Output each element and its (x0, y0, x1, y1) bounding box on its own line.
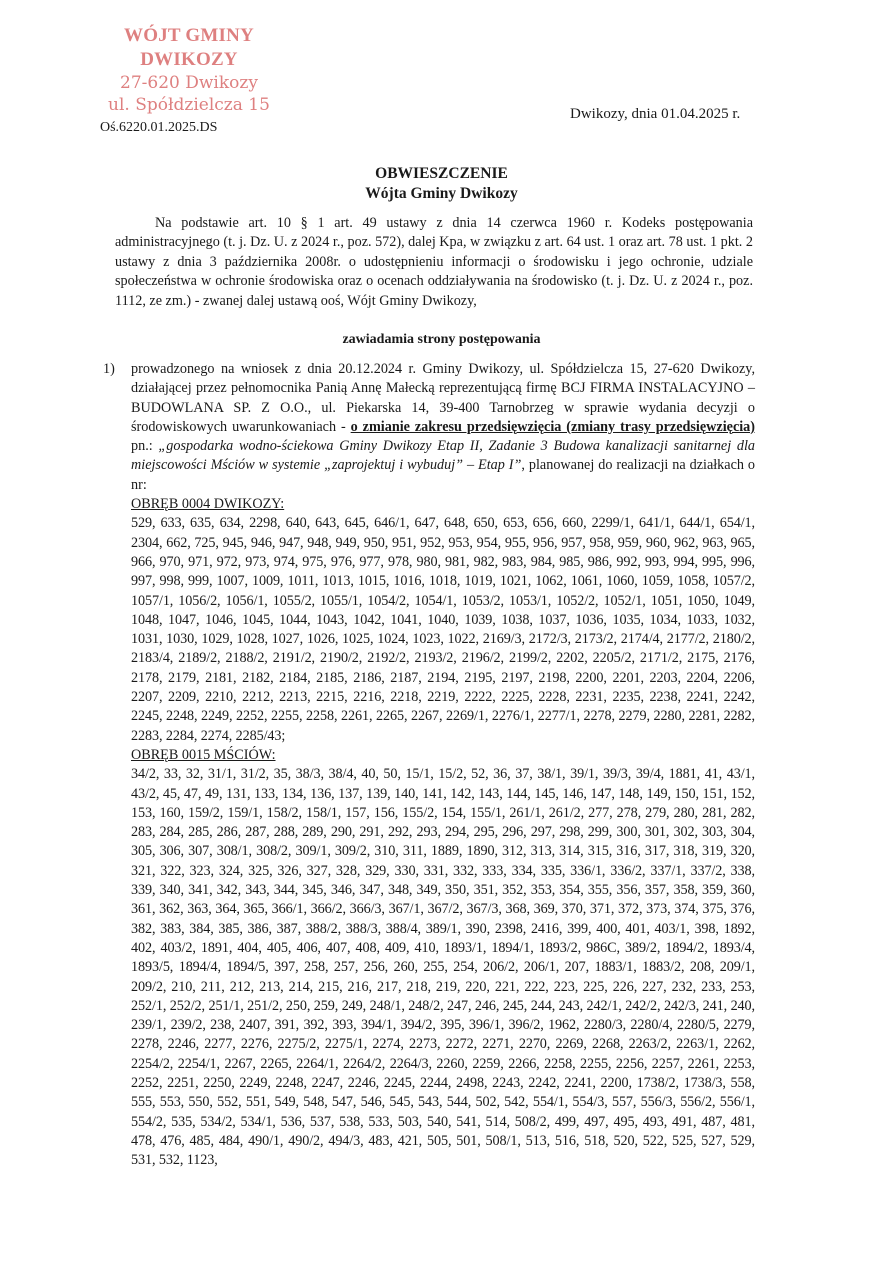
item-text-part3: , planowanej do realizacji na działkach o nr: (131, 457, 755, 493)
section-heading-msciow: OBRĘB 0015 MŚCIÓW: (131, 746, 276, 763)
item-text-part1: prowadzonego na wniosek z dnia 20.12.2024 r. Gminy Dwikozy, ul. Spółdzielcza 15, 27-620 Dwikozy, działającej przez pełnomocnika Panią Annę Małecką reprezentującą firmę BCJ FIRMA INSTALACYJNO – BUDOWLANA SP. Z O.O., ul. Piekarska 14, 39-400 Tarnobrzeg w sprawie wydania decyzji o środowiskowych uwarunkowaniach - (131, 361, 755, 435)
item-emphasis: o zmianie zakresu przedsięwzięcia (zmiany trasy przedsięwzięcia) (350, 418, 755, 435)
stamp-line-office: WÓJT GMINY DWIKOZY (124, 25, 254, 70)
parcel-list-msciow: 34/2, 33, 32, 31/1, 31/2, 35, 38/3, 38/4, 40, 50, 15/1, 15/2, 52, 36, 37, 38/1, 39/1, 39/3, 39/4, 1881, 41, 43/1, 43/2, 45, 47, 49, 131, 133, 134, 136, 137, 139, 140, 141, 142, 143, 144, 145, 146, 147, 148, 149, 150, 151, 152, 153, 160, 159/2, 159/1, 158/2, 158/1, 157, 156, 155/2, 154, 155/1, 261/1, 261/2, 277, 278, 279, 280, 281, 282, 283, 284, 285, 286, 287, 288, 289, 290, 291, 292, 293, 294, 295, 296, 297, 298, 299, 300, 301, 302, 303, 304, 305, 306, 307, 308/1, 308/2, 309/1, 309/2, 310, 311, 1889, 1890, 312, 313, 314, 315, 316, 317, 318, 319, 320, 321, 322, 323, 324, 325, 326, 327, 328, 329, 330, 331, 332, 333, 334, 335, 336/1, 336/2, 337/1, 337/2, 338, 339, 340, 341, 342, 343, 344, 345, 346, 347, 348, 349, 350, 351, 352, 353, 354, 355, 356, 357, 358, 359, 360, 361, 362, 363, 364, 365, 366/1, 366/2, 366/3, 367/1, 367/2, 367/3, 368, 369, 370, 371, 372, 373, 374, 375, 376, 382, 383, 384, 385, 386, 387, 388/2, 388/3, 388/4, 389/1, 390, 2398, 2416, 399, 400, 401, 403/1, 398, 1892, 402, 403/2, 1891, 404, 405, 406, 407, 408, 409, 410, 1893/1, 1894/1, 1893/2, 986C, 389/2, 1894/2, 1893/4, 1893/5, 1894/4, 1894/5, 397, 258, 257, 256, 260, 255, 254, 206/2, 206/1, 207, 1883/1, 1883/2, 208, 209/1, 209/2, 210, 211, 212, 213, 214, 215, 216, 217, 218, 219, 220, 221, 222, 223, 225, 226, 227, 232, 233, 253, 252/1, 252/2, 251/1, 251/2, 250, 259, 249, 248/1, 248/2, 247, 246, 245, 244, 243, 242/1, 242/2, 242/3, 241, 240, 239/1, 239/2, 238, 2407, 391, 392, 393, 394/1, 394/2, 395, 396/1, 396/2, 1962, 2280/3, 2280/4, 2280/5, 2279, 2278, 2246, 2277, 2276, 2275/2, 2275/1, 2274, 2273, 2272, 2271, 2270, 2269, 2268, 2263/2, 2263/1, 2262, 2254/2, 2254/1, 2267, 2265, 2264/1, 2264/2, 2264/3, 2260, 2259, 2266, 2258, 2255, 2256, 2257, 2261, 2253, 2252, 2251, 2250, 2249, 2248, 2247, 2246, 2245, 2244, 2498, 2243, 2242, 2241, 2200, 1738/2, 1738/3, 558, 555, 553, 550, 552, 551, 549, 548, 547, 546, 545, 543, 544, 502, 542, 554/1, 554/3, 557, 556/3, 556/2, 556/1, 554/2, 535, 534/2, 534/1, 536, 537, 538, 533, 503, 540, 541, 514, 508/2, 499, 497, 495, 493, 491, 487, 481, 478, 476, 485, 484, 490/1, 490/2, 494/3, 483, 421, 505, 501, 508/1, 513, 516, 518, 520, 522, 525, 527, 529, 531, 532, 1123, (131, 766, 755, 1169)
list-item (103, 360, 755, 1170)
list-item-content (131, 360, 755, 1170)
list-item-number: 1) (103, 361, 115, 377)
parcel-list-dwikozy: 529, 633, 635, 634, 2298, 640, 643, 645, 646/1, 647, 648, 650, 653, 656, 660, 2299/1, 641/1, 644/1, 654/1, 2304, 662, 725, 945, 946, 947, 948, 949, 950, 951, 952, 953, 954, 955, 956, 957, 958, 959, 960, 962, 963, 965, 966, 970, 971, 972, 973, 974, 975, 976, 977, 978, 980, 981, 982, 983, 984, 985, 986, 992, 993, 994, 995, 996, 997, 998, 999, 1007, 1009, 1011, 1013, 1015, 1016, 1018, 1019, 1021, 1062, 1061, 1060, 1059, 1058, 1057/2, 1057/1, 1056/2, 1056/1, 1055/2, 1055/1, 1054/2, 1054/1, 1053/2, 1053/1, 1052/2, 1052/1, 1051, 1050, 1049, 1048, 1047, 1046, 1045, 1044, 1043, 1042, 1041, 1040, 1039, 1038, 1037, 1036, 1035, 1034, 1033, 1032, 1031, 1030, 1029, 1028, 1027, 1026, 1025, 1024, 1023, 1022, 2169/3, 2172/3, 2173/2, 2174/4, 2177/2, 2180/2, 2183/4, 2189/2, 2188/2, 2191/2, 2190/2, 2192/2, 2193/2, 2196/2, 2199/2, 2202, 2205/2, 2171/2, 2175, 2176, 2178, 2179, 2181, 2182, 2184, 2185, 2186, 2187, 2194, 2195, 2197, 2198, 2200, 2201, 2203, 2204, 2206, 2207, 2209, 2210, 2212, 2213, 2215, 2216, 2218, 2219, 2222, 2225, 2228, 2231, 2235, 2238, 2241, 2242, 2245, 2248, 2249, 2252, 2255, 2258, 2261, 2265, 2267, 2269/1, 2276/1, 2277/1, 2278, 2279, 2280, 2281, 2282, 2283, 2284, 2274, 2285/43; (131, 515, 755, 744)
reference-number: Oś.6220.01.2025.DS (100, 120, 218, 135)
stamp-line-postcode: 27-620 Dwikozy (120, 73, 258, 93)
item-text-part2: pn.: (131, 438, 159, 455)
title-sub: Wójta Gminy Dwikozy (365, 185, 518, 202)
intro-section (115, 214, 753, 311)
notice-heading: zawiadamia strony postępowania (342, 332, 541, 347)
project-name: „gospodarka wodno-ściekowa Gminy Dwikozy Etap II, Zadanie 3 Budowa kanalizacji sanitarnej dla miejscowości Mściów w systemie „zaprojektuj i wybuduj” – Etap I” (131, 438, 755, 474)
dateline: Dwikozy, dnia 01.04.2025 r. (570, 106, 741, 122)
section-heading-dwikozy: OBRĘB 0004 DWIKOZY: (131, 496, 285, 513)
document-title (0, 164, 883, 204)
title-main: OBWIESZCZENIE (375, 165, 508, 182)
office-stamp (84, 24, 294, 116)
intro-paragraph: Na podstawie art. 10 § 1 art. 49 ustawy z dnia 14 czerwca 1960 r. Kodeks postępowania administracyjnego (t. j. Dz. U. z 2024 r., poz. 572), dalej Kpa, w związku z art. 64 ust. 1 oraz art. 78 ust. 1 pkt. 2 ustawy z dnia 3 października 2008r. o udostępnieniu informacji o środowisku i jego ochronie, udziale społeczeństwa w ochronie środowiska oraz o ocenach oddziaływania na środowisko (t. j. Dz. U. z 2024 r., poz. 1112, ze zm.) - zwanej dalej ustawą ooś, Wójt Gminy Dwikozy, (115, 215, 753, 309)
stamp-line-street: ul. Spółdzielcza 15 (108, 95, 270, 115)
